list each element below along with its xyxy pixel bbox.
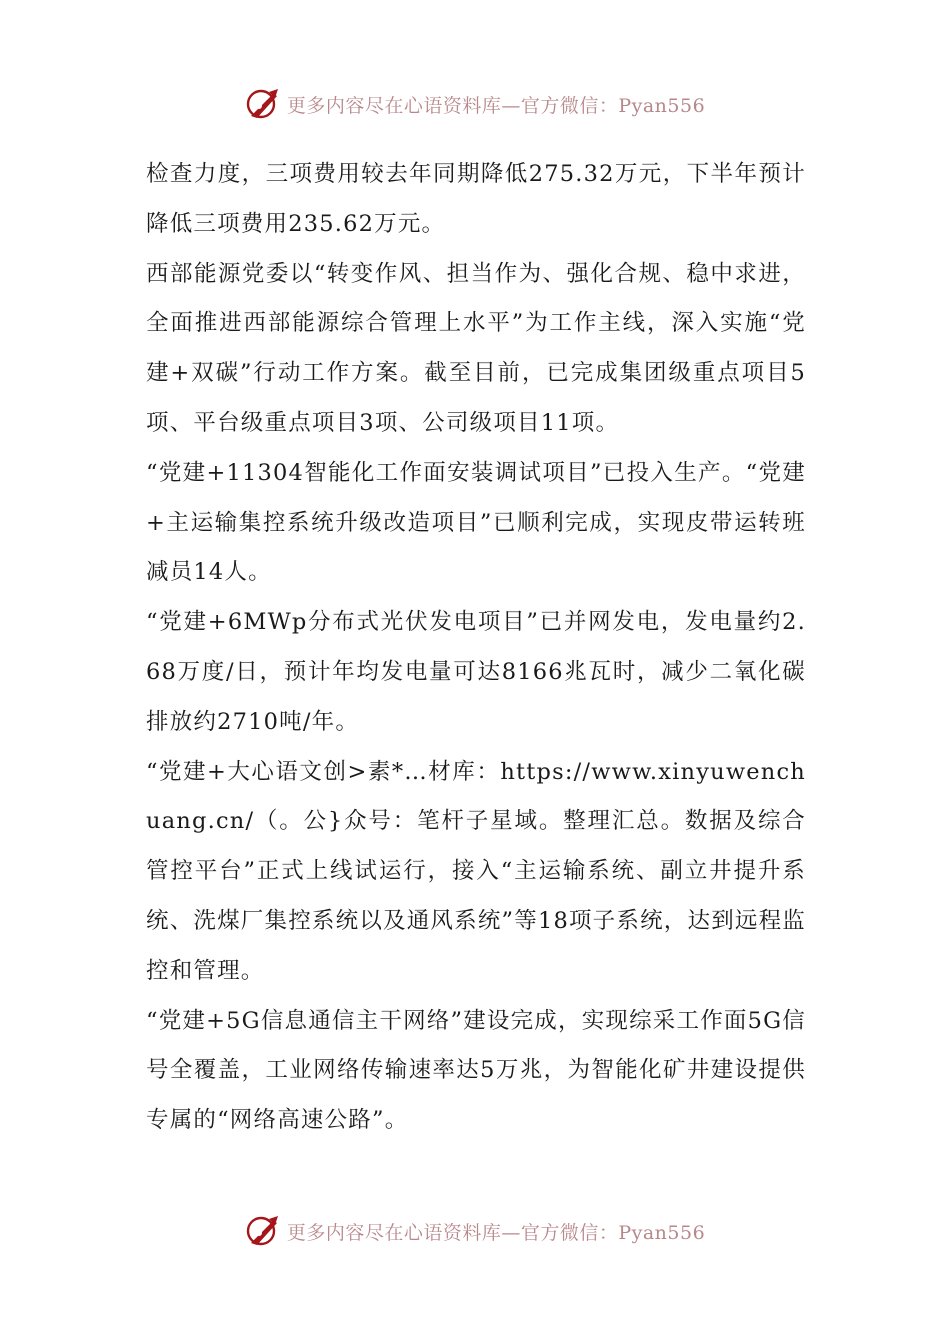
paragraph-3: “党建+11304智能化工作面安装调试项目”已投入生产。“党建+主运输集控系统升级改造项目”已顺利完成，实现皮带运转班减员14人。 bbox=[146, 459, 806, 586]
pen-logo-icon bbox=[245, 86, 281, 122]
paragraph-2: 西部能源党委以“转变作风、担当作为、强化合规、稳中求进，全面推进西部能源综合管理上水平”为工作主线，深入实施“党建+双碳”行动工作方案。截至目前，已完成集团级重点项目5项、平台级重点项目3项、公司级项目11项。 bbox=[146, 260, 806, 436]
paragraph-4: “党建+6MWp分布式光伏发电项目”已并网发电，发电量约2.68万度/日，预计年均发电量可达8166兆瓦时，减少二氧化碳排放约2710吨/年。 bbox=[146, 609, 806, 735]
footer-banner bbox=[0, 1211, 950, 1251]
header-banner-text: 更多内容尽在心语资料库—官方微信：Pyan556 bbox=[286, 94, 706, 117]
header-banner bbox=[0, 84, 950, 124]
document-body bbox=[146, 150, 806, 1146]
paragraph-5: “党建+大心语文创>素*…材库：https://www.xinyuwenchuang.cn/（。公}众号：笔杆子星域。整理汇总。数据及综合管控平台”正式上线试运行，接入“主运输系统、副立井提升系统、洗煤厂集控系统以及通风系统”等18项子系统，达到远程监控和管理。 bbox=[146, 758, 806, 984]
footer-banner-text: 更多内容尽在心语资料库—官方微信：Pyan556 bbox=[286, 1221, 706, 1244]
pen-logo-icon bbox=[245, 1213, 281, 1249]
paragraph-1: 检查力度，三项费用较去年同期降低275.32万元，下半年预计降低三项费用235.62万元。 bbox=[146, 161, 806, 237]
paragraph-6: “党建+5G信息通信主干网络”建设完成，实现综采工作面5G信号全覆盖，工业网络传输速率达5万兆，为智能化矿井建设提供专属的“网络高速公路”。 bbox=[146, 1007, 806, 1134]
